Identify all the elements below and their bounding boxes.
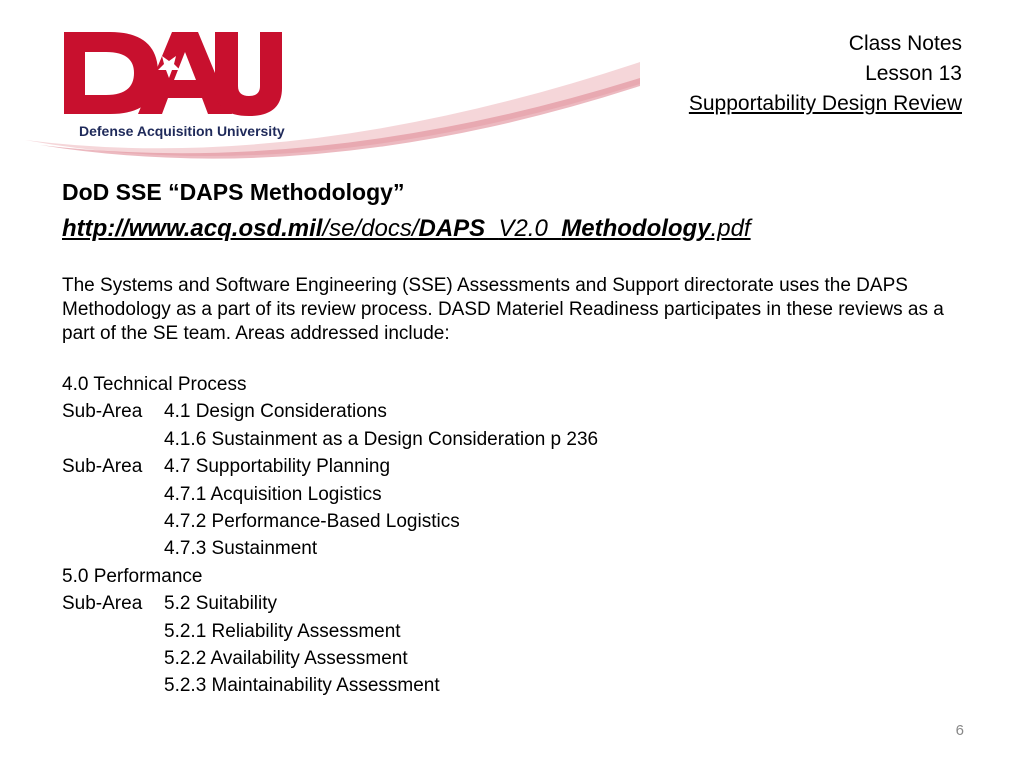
header-class-notes: Class Notes xyxy=(848,32,962,55)
list-item-text: 4.1.6 Sustainment as a Design Consideration p 236 xyxy=(164,428,599,450)
url-version: V2.0_ xyxy=(498,215,562,242)
list-item-text: 5.2.3 Maintainability Assessment xyxy=(164,675,440,697)
list-item-label: Sub-Area xyxy=(62,401,143,423)
list-item-text: 5.2 Suitability xyxy=(164,593,278,615)
list-item-label: 4.0 Technical Process xyxy=(62,374,247,395)
url-daps: DAPS_ xyxy=(418,215,499,242)
url-methodology: Methodology xyxy=(561,215,711,242)
list-item-label: Sub-Area xyxy=(62,456,143,478)
list-item-text: 4.7 Supportability Planning xyxy=(164,456,391,478)
list-item-text: 4.7.2 Performance-Based Logistics xyxy=(164,510,460,532)
url-path: /se/docs/ xyxy=(322,215,419,242)
logo-subtitle: Defense Acquisition University xyxy=(79,123,285,139)
slide-title: DoD SSE “DAPS Methodology” xyxy=(62,179,405,205)
dau-logo xyxy=(0,0,660,190)
dau-logo-graphic xyxy=(0,0,660,190)
url-domain: http://www.acq.osd.mil xyxy=(62,215,323,242)
slide-header xyxy=(689,29,962,119)
list-item-text: 5.2.2 Availability Assessment xyxy=(164,647,408,669)
list-item-label: 5.0 Performance xyxy=(62,565,203,587)
list-item-text: 4.7.1 Acquisition Logistics xyxy=(164,483,382,505)
intro-paragraph: The Systems and Software Engineering (SSE) Assessments and Support directorate uses the DAPS Methodology as a part of its review process. DASD Materiel Readiness participates in these reviews as a part of the SE team. Areas addressed include: xyxy=(62,275,944,344)
header-lesson: Lesson 13 xyxy=(865,62,962,85)
list-item-text: 4.7.3 Sustainment xyxy=(164,538,318,560)
list-item-label: Sub-Area xyxy=(62,593,143,615)
page-number: 6 xyxy=(955,722,964,739)
url-extension: .pdf xyxy=(710,215,751,242)
methodology-link[interactable] xyxy=(62,215,751,243)
list-item-text: 4.1 Design Considerations xyxy=(164,401,387,423)
list-item-text: 5.2.1 Reliability Assessment xyxy=(164,620,401,642)
header-topic: Supportability Design Review xyxy=(688,92,962,115)
